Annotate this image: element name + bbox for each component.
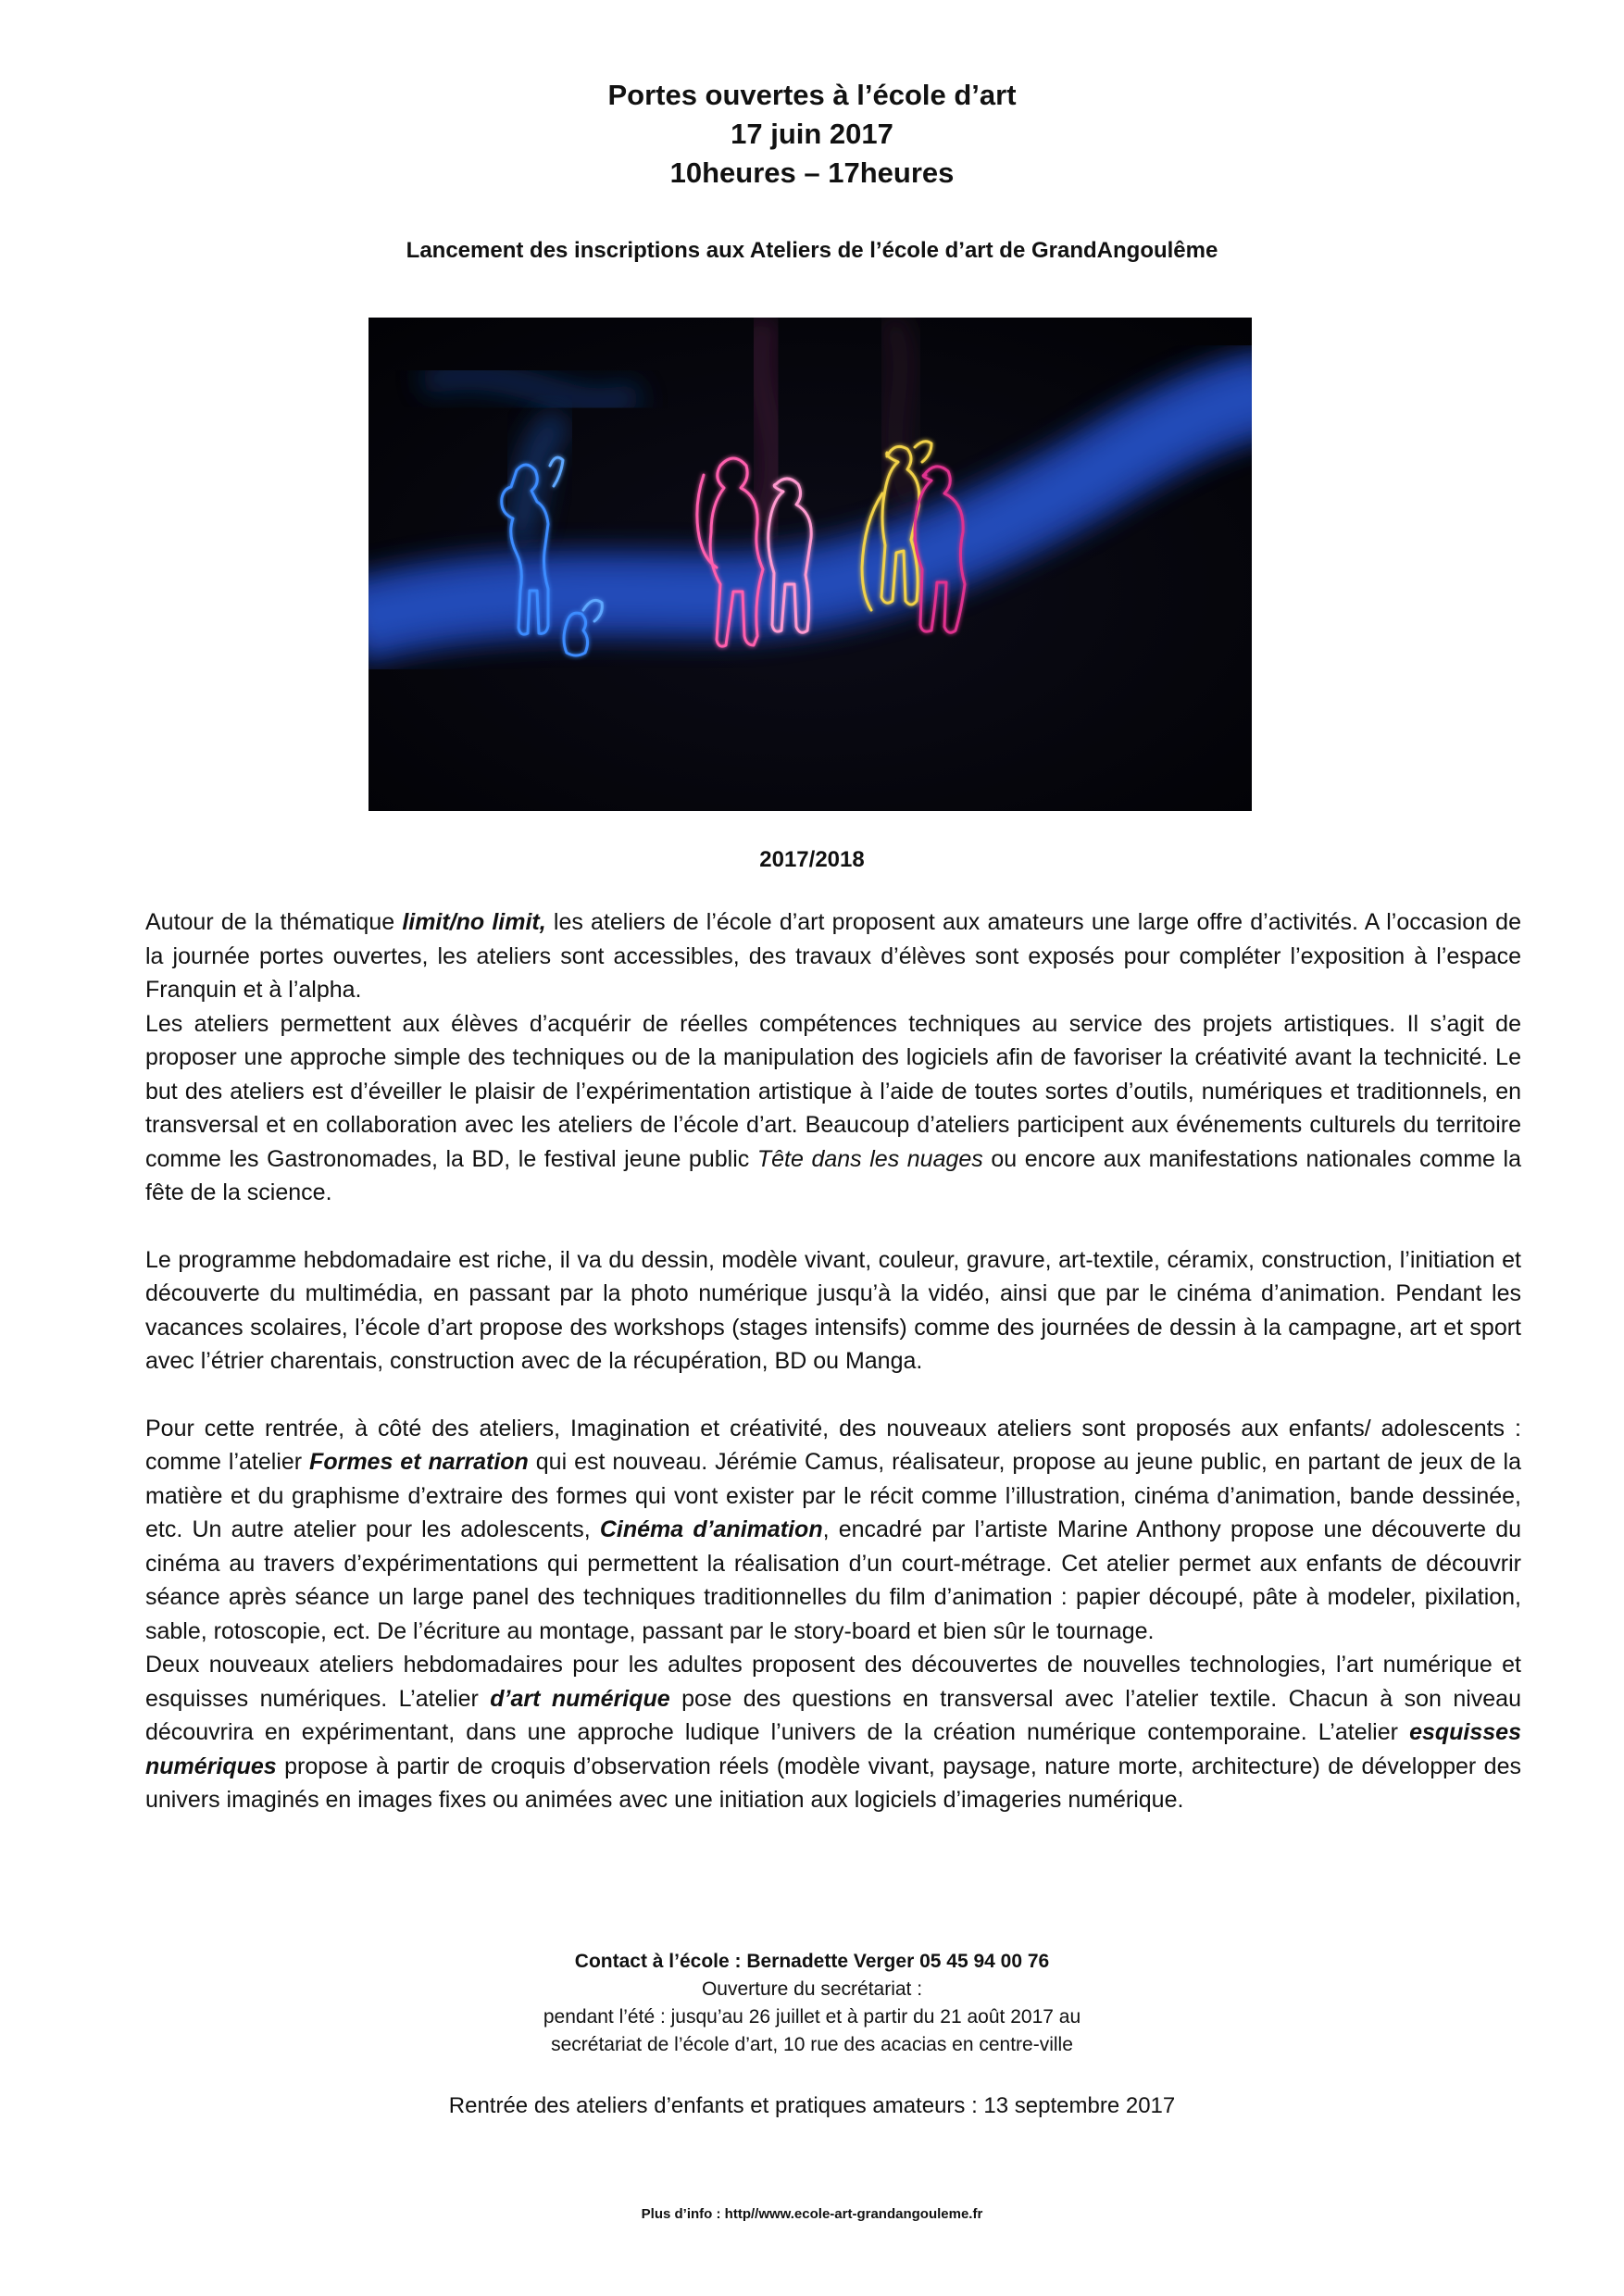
atelier-art-numerique: d’art numérique [490, 1685, 670, 1712]
paragraph-1 [145, 905, 1521, 1007]
document-title: Portes ouvertes à l’école d’art [607, 79, 1017, 111]
paragraph-5-text-a: Deux nouveaux ateliers hebdomadaires pour les adultes proposent des découvertes de nouvelles technologies, l’art numérique et esquisses numériques. L’atelier [145, 1652, 1521, 1712]
theme-limit-no-limit: limit/no limit, [402, 909, 546, 935]
paragraph-1-text-c: les ateliers de l’école d’art proposent aux amateurs une large offre d’activités. A l’occasion de la journée portes ouvertes, les ateliers sont accessibles, des travaux d’élèves sont exposés pour compléter l’exposition à l’espace Franquin et à l’alpha. [145, 909, 1521, 1003]
paragraph-2-text-a: Les ateliers permettent aux élèves d’acquérir de réelles compétences techniques au service des projets artistiques. Il s’agit de proposer une approche simple des techniques ou de la manipulation des logiciels afin de favoriser la créativité avant la technicité. Le but des ateliers est d’éveiller le plaisir de l’expérimentation artistique à l’aide de toutes sortes d’outils, numériques et traditionnels, en transversal et en collaboration avec les ateliers de l’école d’art. Beaucoup d’ateliers participent aux événements culturels du territoire comme les Gastronomades, la BD, le festival jeune public [145, 1010, 1521, 1172]
paragraph-5-text-e: propose à partir de croquis d’observation réels (modèle vivant, paysage, nature morte, architecture) de développer des univers imaginés en images fixes ou animées avec une initiation aux logiciels d’imageries numérique. [145, 1753, 1521, 1813]
contact-block [0, 1948, 1624, 2059]
atelier-esquisses-numeriques: esquisses numériques [145, 1719, 1521, 1779]
event-hours: 10heures – 17heures [669, 156, 955, 189]
school-year: 2017/2018 [759, 847, 865, 872]
event-date: 17 juin 2017 [731, 118, 893, 150]
footer-link[interactable]: Plus d’info : http//www.ecole-art-grandangouleme.fr [641, 2206, 983, 2222]
paragraph-4-text-c: qui est nouveau. Jérémie Camus, réalisateur, propose au jeune public, en partant de jeux de la matière et du graphisme d’extraire des formes qui vont exister par le récit comme l’illustration, cinéma d’animation, bande dessinée, etc. Un autre atelier pour les adolescents, [145, 1449, 1521, 1542]
paragraph-4 [145, 1412, 1521, 1649]
paragraph-4-text-e: , encadré par l’artiste Marine Anthony propose une découverte du cinéma au travers d’expérimentations qui permettent la réalisation d’un court-métrage. Cet atelier permet aux enfants de découvrir séance après séance un large panel des techniques traditionnelles du film d’animation : papier découpé, pâte à modeler, pixilation, sable, rotoscopie, ect. De l’écriture au montage, passant par le story-board et bien sûr le tournage. [145, 1516, 1522, 1644]
atelier-cinema-d-animation: Cinéma d’animation [599, 1516, 823, 1542]
neon-figures-photo [369, 318, 1252, 811]
paragraph-5-text-c: pose des questions en transversal avec l’atelier textile. Chacun à son niveau découvrira en expérimentant, dans une approche ludique l’univers de la création numérique contemporaine. L’atelier [145, 1685, 1521, 1745]
festival-tete-dans-les-nuages: Tête dans les nuages [756, 1145, 983, 1172]
atelier-formes-et-narration: Formes et narration [309, 1449, 529, 1475]
secretariat-address: secrétariat de l’école d’art, 10 rue des acacias en centre-ville [551, 2034, 1073, 2055]
rentree-date: Rentrée des ateliers d’enfants et pratiques amateurs : 13 septembre 2017 [448, 2093, 1176, 2118]
body-text [145, 905, 1521, 1817]
secretariat-dates: pendant l’été : jusqu’au 26 juillet et à partir du 21 août 2017 au [543, 2006, 1081, 2028]
secretariat-heading: Ouverture du secrétariat : [701, 1978, 923, 2000]
header [0, 76, 1624, 193]
contact-line: Contact à l’école : Bernadette Verger 05 45 94 00 76 [574, 1951, 1050, 1972]
photo-illustration [369, 318, 1252, 811]
paragraph-4-text-a: Pour cette rentrée, à côté des ateliers, Imagination et créativité, des nouveaux ateliers sont proposés aux enfants/ adolescents : comme l’atelier [145, 1415, 1521, 1475]
paragraph-1-text-a: Autour de la thématique [145, 909, 403, 935]
paragraph-5 [145, 1648, 1521, 1817]
paragraph-2-text-c: ou encore aux manifestations nationales comme la fête de la science. [145, 1145, 1521, 1205]
paragraph-3: Le programme hebdomadaire est riche, il va du dessin, modèle vivant, couleur, gravure, art-textile, céramix, construction, l’initiation et découverte du multimédia, en passant par la photo numérique jusqu’à la vidéo, ainsi que par le cinéma d’animation. Pendant les vacances scolaires, l’école d’art propose des workshops (stages intensifs) comme des journées de dessin à la campagne, art et sport avec l’étrier charentais, construction avec de la récupération, BD ou Manga. [145, 1246, 1521, 1374]
subtitle: Lancement des inscriptions aux Ateliers de l’école d’art de GrandAngoulême [406, 238, 1218, 263]
paragraph-2 [145, 1007, 1521, 1210]
